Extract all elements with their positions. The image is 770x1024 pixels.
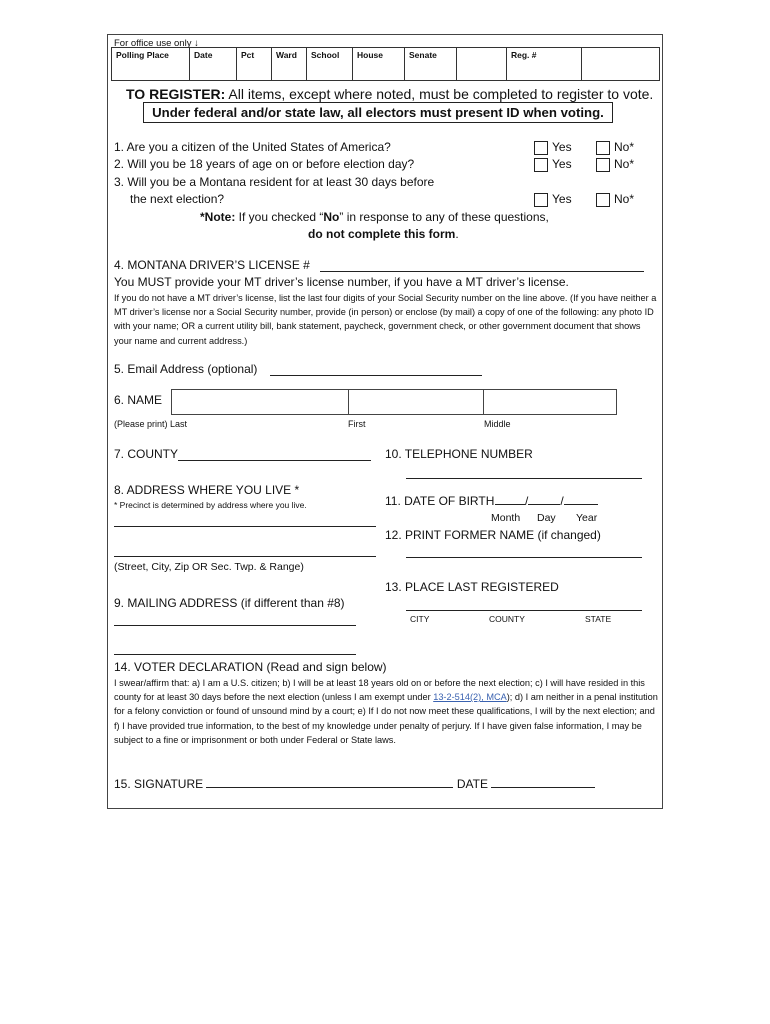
former-name-label: 12. PRINT FORMER NAME (if changed) — [385, 528, 601, 542]
name-last-input[interactable] — [172, 390, 349, 414]
name-first-input[interactable] — [349, 390, 484, 414]
question-1: 1. Are you a citizen of the United States of America? — [114, 140, 391, 154]
dob-year-input[interactable] — [564, 504, 598, 505]
date-input-line[interactable] — [491, 787, 595, 788]
name-first-caption: First — [348, 419, 366, 429]
mailing-input-line-2[interactable] — [114, 654, 356, 655]
office-cell-date[interactable]: Date — [190, 48, 237, 81]
office-cell-pct[interactable]: Pct — [237, 48, 272, 81]
office-cell-ward[interactable]: Ward — [272, 48, 307, 81]
question-2: 2. Will you be 18 years of age on or before election day? — [114, 157, 415, 171]
telephone-label: 10. TELEPHONE NUMBER — [385, 447, 533, 461]
address-label: 8. ADDRESS WHERE YOU LIVE * — [114, 483, 300, 497]
office-use-label: For office use only ↓ — [114, 38, 199, 49]
signature-row: 15. SIGNATURE DATE — [114, 777, 595, 791]
last-registered-state-caption: STATE — [585, 614, 612, 624]
address-note: * Precinct is determined by address where you live. — [114, 500, 307, 510]
office-cell-polling-place[interactable]: Polling Place — [112, 48, 190, 81]
mca-statute-link[interactable]: 13-2-514(2), MCA — [433, 692, 507, 703]
dob-month-caption: Month — [491, 512, 521, 524]
office-cell-blank[interactable] — [457, 48, 507, 81]
q3-yes-checkbox[interactable] — [534, 193, 548, 207]
mailing-label: 9. MAILING ADDRESS (if different than #8) — [114, 596, 345, 610]
q1-no-checkbox[interactable] — [596, 141, 610, 155]
note-line2: do not complete this form. — [308, 227, 459, 241]
question-3-line2: the next election? — [130, 192, 225, 206]
last-registered-county-caption: COUNTY — [489, 614, 525, 624]
register-heading: TO REGISTER: All items, except where noted, must be completed to register to vote. — [126, 86, 654, 102]
address-input-line-2[interactable] — [114, 556, 376, 557]
county-label: 7. COUNTY — [114, 447, 179, 461]
license-instructions: If you do not have a MT driver’s license, list the last four digits of your Social Security number on the line above. (If you have neither a MT driver’s license nor a Social Security number, provide (in person) or enclose (by mail) a copy of one of the following: any photo ID with your name; OR a current utility bill, bank statement, paycheck, government check, or other government document that shows your name and current address.) — [114, 293, 657, 346]
q2-yes-label: Yes — [552, 157, 572, 171]
name-last-caption: (Please print) Last — [114, 419, 188, 429]
address-format: (Street, City, Zip OR Sec. Twp. & Range) — [114, 561, 304, 573]
q1-no-label: No* — [614, 140, 635, 154]
last-registered-input-line[interactable] — [406, 610, 642, 611]
q3-no-label: No* — [614, 192, 635, 206]
q1-yes-checkbox[interactable] — [534, 141, 548, 155]
office-use-table — [111, 47, 660, 81]
q2-no-label: No* — [614, 157, 635, 171]
dob-year-caption: Year — [576, 512, 598, 524]
q2-yes-checkbox[interactable] — [534, 158, 548, 172]
office-cell-house[interactable]: House — [353, 48, 405, 81]
license-label: 4. MONTANA DRIVER’S LICENSE # — [114, 258, 310, 272]
office-cell-senate[interactable]: Senate — [405, 48, 457, 81]
mailing-input-line-1[interactable] — [114, 625, 356, 626]
office-cell-blank-2[interactable] — [582, 48, 660, 81]
dob-month-input[interactable] — [495, 504, 525, 505]
office-cell-school[interactable]: School — [307, 48, 353, 81]
signature-input-line[interactable] — [206, 787, 453, 788]
dob-day-caption: Day — [537, 512, 556, 524]
name-box — [171, 389, 617, 415]
last-registered-city-caption: CITY — [410, 614, 430, 624]
last-registered-label: 13. PLACE LAST REGISTERED — [385, 580, 559, 594]
voter-registration-form — [107, 34, 663, 809]
q3-yes-label: Yes — [552, 192, 572, 206]
declaration-text: I swear/affirm that: a) I am a U.S. citizen; b) I will be at least 18 years old on or before the next election; c) I will have resided in this county for at least 30 days before the next election (unless I am exempt under 13-2-514(2), MCA); d) I am neither in a penal institution for a felony conviction or found of unsound mind by a court; e) If I do not now meet these qualifications, I will by the next election; and f) I have provided true information, to the best of my knowledge under penalty of perjury. If I have given false information, I may be subject to a fine or imprisonment or both under Federal or State laws. — [114, 678, 658, 745]
dob-day-input[interactable] — [528, 504, 560, 505]
license-input-line[interactable] — [320, 271, 644, 272]
q3-no-checkbox[interactable] — [596, 193, 610, 207]
name-middle-caption: Middle — [484, 419, 511, 429]
address-input-line-1[interactable] — [114, 526, 376, 527]
q2-no-checkbox[interactable] — [596, 158, 610, 172]
dob-fields: / / — [495, 494, 598, 508]
question-3-line1: 3. Will you be a Montana resident for at least 30 days before — [114, 175, 435, 189]
office-cell-reg[interactable]: Reg. # — [507, 48, 582, 81]
email-input-line[interactable] — [270, 375, 482, 376]
name-label: 6. NAME — [114, 393, 163, 407]
email-label: 5. Email Address (optional) — [114, 362, 258, 376]
telephone-input-line[interactable] — [406, 478, 642, 479]
q1-yes-label: Yes — [552, 140, 572, 154]
id-notice: Under federal and/or state law, all electors must present ID when voting. — [143, 102, 613, 123]
county-input-line[interactable] — [178, 460, 371, 461]
declaration-label: 14. VOTER DECLARATION (Read and sign below) — [114, 660, 387, 674]
name-middle-input[interactable] — [484, 390, 616, 414]
dob-label: 11. DATE OF BIRTH — [385, 494, 495, 508]
arrow-down-icon: ↓ — [194, 38, 199, 49]
license-must-text: You MUST provide your MT driver’s license number, if you have a MT driver’s license. — [114, 275, 569, 289]
note-line1: *Note: If you checked “No” in response to any of these questions, — [200, 210, 549, 224]
former-name-input-line[interactable] — [406, 557, 642, 558]
